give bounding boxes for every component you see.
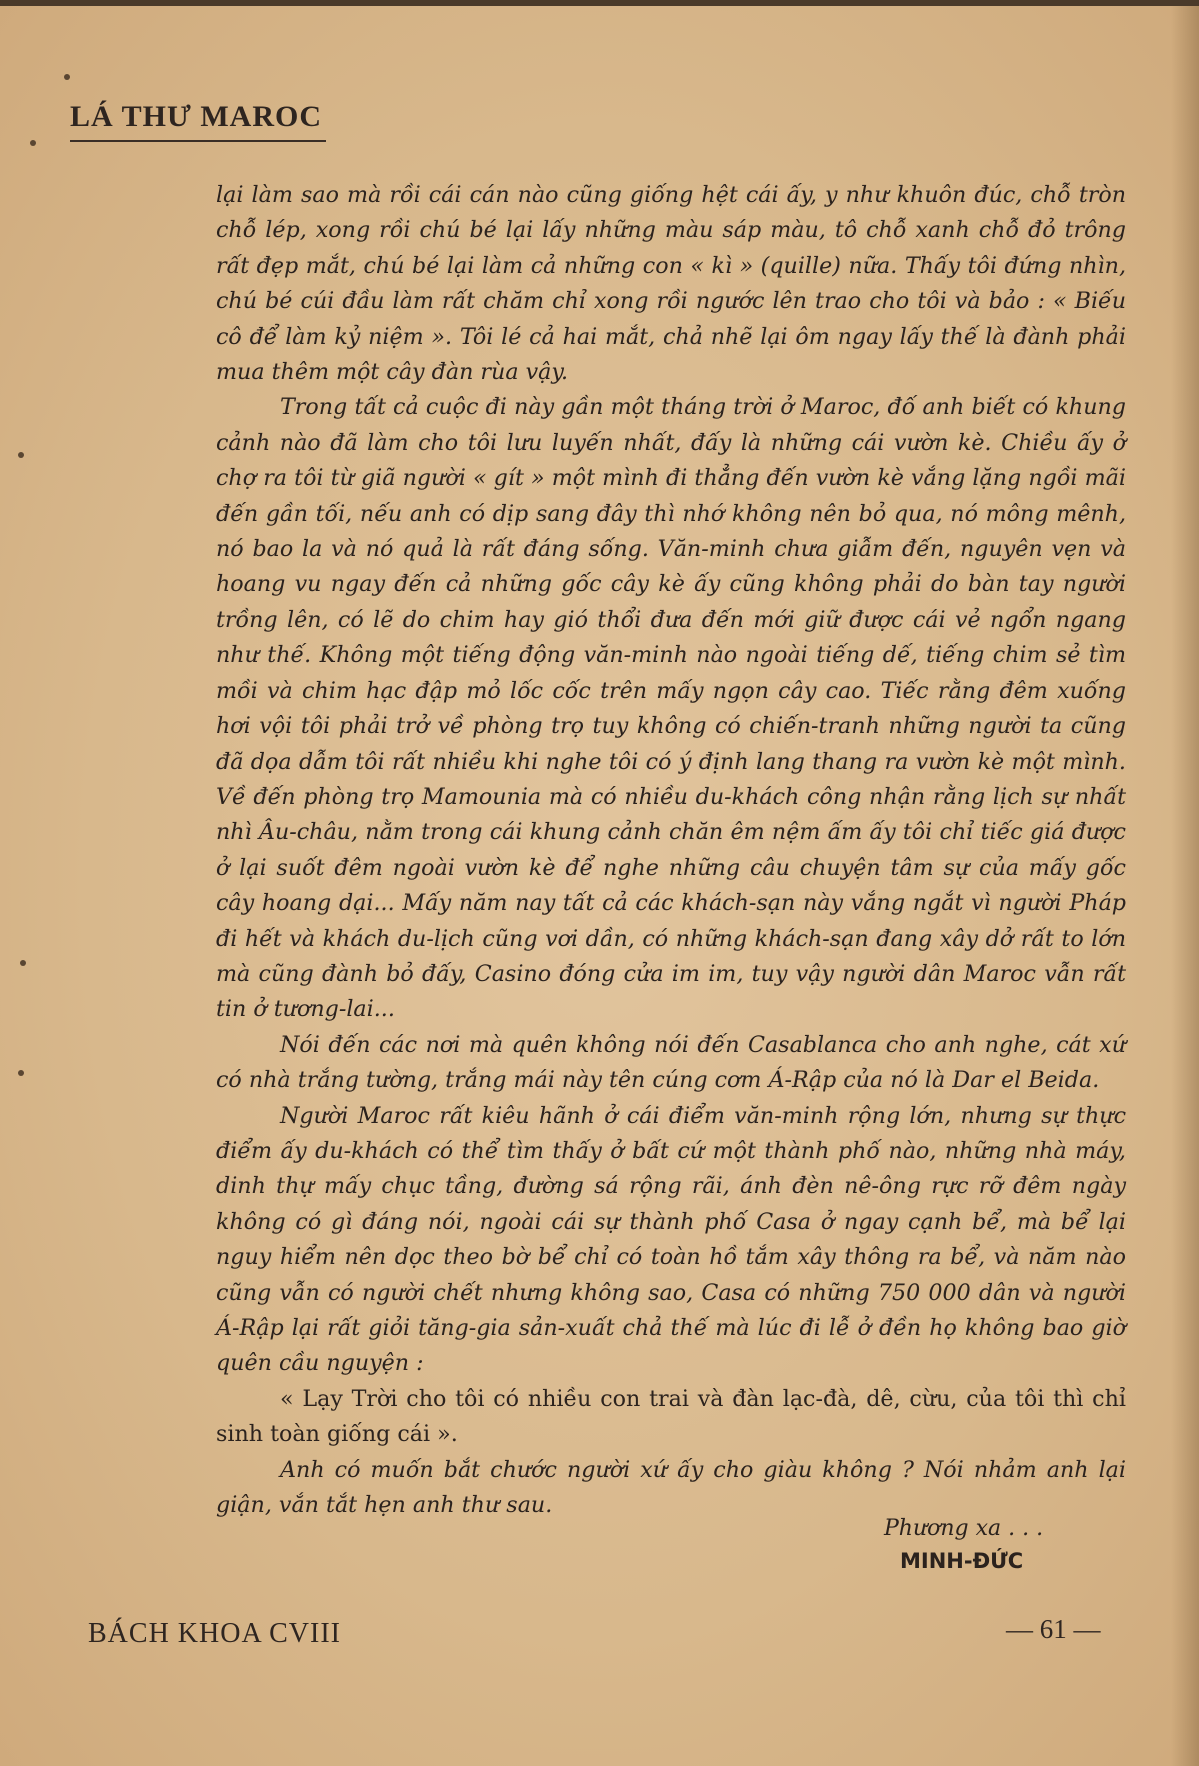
- print-speck: [18, 1070, 24, 1076]
- print-speck: [18, 452, 24, 458]
- prayer-quote: « Lạy Trời cho tôi có nhiều con trai và đàn lạc-đà, dê, cừu, của tôi thì chỉ sinh toàn giống cái ».: [216, 1385, 1126, 1448]
- page-number: — 61 —: [1006, 1614, 1101, 1644]
- paragraph: lại làm sao mà rồi cái cán nào cũng giống hệt cái ấy, y như khuôn đúc, chỗ tròn chỗ lép, xong rồi chú bé lại lấy những màu sáp màu, tô chỗ xanh chỗ đỏ trông rất đẹp mắt, chú bé lại làm cả những con « kì » (quille) nữa. Thấy tôi đứng nhìn, chú bé cúi đầu làm rất chăm chỉ xong rồi ngước lên trao cho tôi và bảo : « Biếu cô để làm kỷ niệm ». Tôi lé cả hai mắt, chả nhẽ lại ôm ngay lấy thế là đành phải mua thêm một cây đàn rùa vậy.: [216, 182, 1126, 386]
- publication-footer: BÁCH KHOA CVIII: [88, 1618, 341, 1649]
- print-speck: [64, 74, 70, 80]
- print-speck: [20, 960, 26, 966]
- paragraph: Trong tất cả cuộc đi này gần một tháng trời ở Maroc, đố anh biết có khung cảnh nào đã làm cho tôi lưu luyến nhất, đấy là những cái vườn kè. Chiều ấy ở chợ ra tôi từ giã người « gít » một mình đi thẳng đến vườn kè vắng lặng ngồi mãi đến gần tối, nếu anh có dịp sang đây thì nhớ không nên bỏ qua, nó mông mênh, nó bao la và nó quả là rất đáng sống. Văn-minh chưa giẫm đến, nguyên vẹn và hoang vu ngay đến cả những gốc cây kè ấy cũng không phải do bàn tay người trồng lên, có lẽ do chim hay gió thổi đưa đến mới giữ được cái vẻ ngổn ngang như thế. Không một tiếng động văn-minh nào ngoài tiếng dế, tiếng chim sẻ tìm mồi và chim hạc đập mỏ lốc cốc trên mấy ngọn cây cao. Tiếc rằng đêm xuống hơi vội tôi phải trở về phòng trọ tuy không có chiến-tranh những người ta cũng đã dọa dẫm tôi rất nhiều khi nghe tôi có ý định lang thang ra vườn kè một mình. Về đến phòng trọ Mamounia mà có nhiều du-khách công nhận rằng lịch sự nhất nhì Âu-châu, nằm trong cái khung cảnh chăn êm nệm ấm ấy tôi chỉ tiếc giá được ở lại suốt đêm ngoài vườn kè để nghe những câu chuyện tâm sự của mấy gốc cây hoang dại... Mấy năm nay tất cả các khách-sạn này vắng ngắt vì người Pháp đi hết và khách du-lịch cũng vơi dần, có những khách-sạn đang xây dở rất to lớn mà cũng đành bỏ đấy, Casino đóng cửa im im, tuy vậy người dân Maroc vẫn rất tin ở tương-lai...: [216, 394, 1126, 1023]
- paragraph: Anh có muốn bắt chước người xứ ấy cho giàu không ? Nói nhảm anh lại giận, vắn tắt hẹn anh thư sau.: [216, 1456, 1126, 1519]
- page-edge-shadow: [1171, 0, 1199, 1766]
- running-header: LÁ THƯ MAROC: [70, 100, 322, 133]
- header-rule: [70, 140, 326, 142]
- paragraph: Nói đến các nơi mà quên không nói đến Casablanca cho anh nghe, cát xứ có nhà trắng tường, trắng mái này tên cúng cơm Á-Rập của nó là Dar el Beida.: [216, 1031, 1126, 1094]
- print-speck: [30, 140, 36, 146]
- article-body: [216, 178, 1126, 1523]
- signature-name: MINH-ĐỨC: [900, 1549, 1024, 1573]
- page-top-edge: [0, 0, 1199, 6]
- signature-place: Phương xa . . .: [884, 1516, 1044, 1541]
- paragraph: Người Maroc rất kiêu hãnh ở cái điểm văn-minh rộng lớn, nhưng sự thực điểm ấy du-khách có thể tìm thấy ở bất cứ một thành phố nào, những nhà máy, dinh thự mấy chục tầng, đường sá rộng rãi, ánh đèn nê-ông rực rỡ đêm ngày không có gì đáng nói, ngoài cái sự thành phố Casa ở ngay cạnh bể, mà bể lại nguy hiểm nên dọc theo bờ bể chỉ có toàn hồ tắm xây thông ra bể, và năm nào cũng vẫn có người chết nhưng không sao, Casa có những 750 000 dân và người Á-Rập lại rất giỏi tăng-gia sản-xuất chả thế mà lúc đi lễ ở đền họ không bao giờ quên cầu nguyện :: [216, 1102, 1126, 1377]
